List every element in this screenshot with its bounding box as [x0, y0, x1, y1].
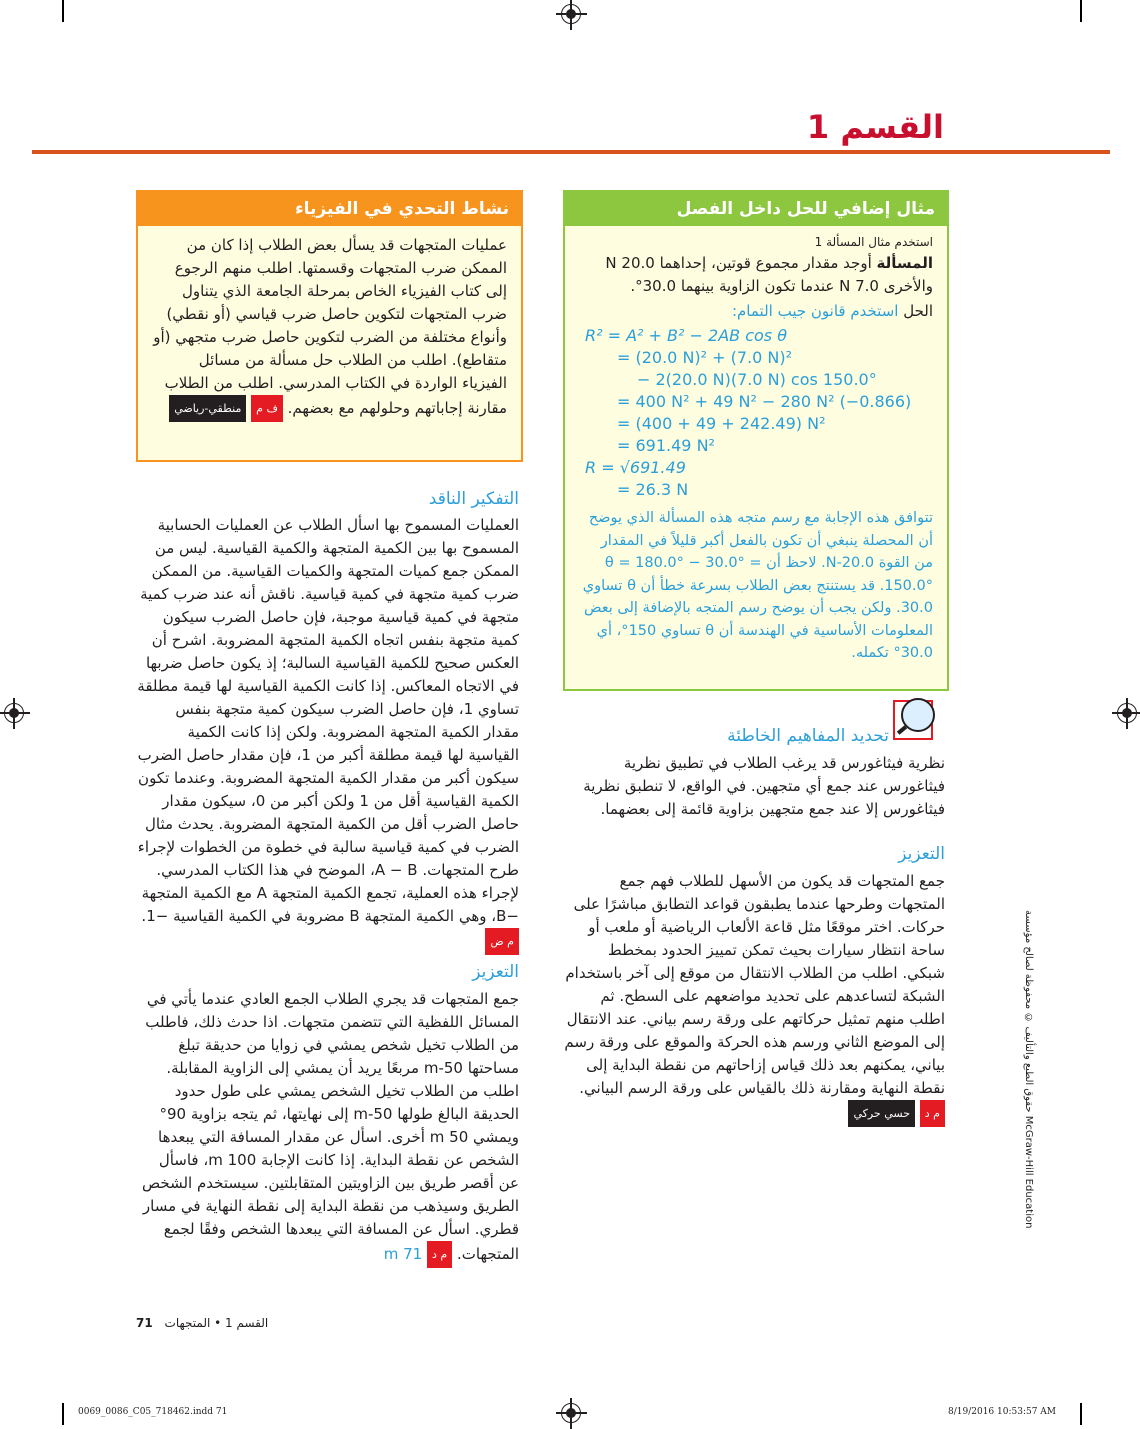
- misconceptions-text: نظرية فيثاغورس قد يرغب الطلاب في تطبيق نظرية فيثاغورس عند جمع أي متجهين. في الواقع، لا تنطبق نظرية فيثاغورس إلا عند جمع متجهين بزاوية قائمة إلى بعضهما.: [583, 754, 945, 818]
- registration-mark-icon: [1117, 703, 1137, 723]
- example-title: مثال إضافي للحل داخل الفصل: [565, 192, 947, 226]
- reinforce-body-left: جمع المتجهات قد يجري الطلاب الجمع العادي عندما يأتي في المسائل اللفظية التي تتضمن متجهات. اذا حدث ذلك، فاطلب من الطلاب تخيل شخص يمشي في زوايا من حديقة تبلغ مساحتها 50-m مربعًا يريد أن يمشي إلى الزاوية المقابلة. اطلب من الطلاب تخيل الشخص يمشي على طول حدود الحديقة البالغ طولها 50-m إلى نهايتها، ثم يتجه بزاوية 90° ويمشي 50 m أخرى. اسأل عن مقدار المسافة التي يبعدها الشخص عن نقطة البداية. إذا كانت الإجابة 100 m، فاسأل عن أقصر طريق بين الزاويتين المتقابلتين. سيستخدم الشخص الطريق وسيذهب من نقطة البداية إلى نقطة النهاية في مسار قطري. اسأل عن المسافة التي يبعدها الشخص وفقًا لجمع المتجهات.: [142, 990, 519, 1263]
- example-box: [563, 190, 949, 691]
- example-problem: [579, 252, 933, 298]
- registration-mark-icon: [561, 4, 581, 24]
- activity-box: [136, 190, 523, 462]
- slug-date: 8/19/2016 10:53:57 AM: [948, 1407, 1057, 1417]
- running-head: القسم 1 • المتجهات: [164, 1316, 269, 1330]
- example-discussion: تتوافق هذه الإجابة مع رسم متجه هذه المسألة الذي يوضح أن المحصلة ينبغي أن تكون بالفعل أكبر قليلاً في المقدار من القوة 20.0-N. لاحظ أن θ = 180.0° − 30.0° = 150.0°. قد يستنتج بعض الطلاب بسرعة خطأ أن θ تساوي 30.0. ولكن يجب أن يوضح رسم المتجه بالإضافة إلى بعض المعلومات الأساسية في الهندسة أن θ تساوي 150°، أي 30.0° تكمله.: [582, 510, 933, 661]
- reinforce-text-left: [136, 988, 519, 1268]
- math-line: = 691.49 N²: [617, 436, 715, 455]
- registration-mark-icon: [561, 1403, 581, 1423]
- slug-file: 0069_0086_C05_718462.indd 71: [78, 1407, 228, 1417]
- header-rule: [32, 150, 1110, 154]
- tag-label: حسي حركي: [848, 1100, 915, 1127]
- reinforce-text-right: [563, 870, 945, 1127]
- activity-title: نشاط التحدي في الفيزياء: [138, 192, 521, 226]
- footer-folio: [136, 1316, 268, 1330]
- critical-text: [136, 514, 519, 955]
- reinforce-heading-right: التعزيز: [898, 844, 945, 864]
- reinforce-body-right: جمع المتجهات قد يكون من الأسهل للطلاب فهم جمع المتجهات وطرحها عندما يطبقون قواعد التطابق مباشرًا على حركات. اختر موقعًا مثل قاعة الألعاب الرياضية أو ملعب أو ساحة انتظار سيارات بحيث تمكن تمييز الحدود بمخطط شبكي. اطلب من الطلاب الانتقال من موقع إلى آخر باستخدام الشبكة لتساعدهم على تحديد مواضعهم على السطح. ثم اطلب منهم تمثيل حركاتهم على ورقة رسم بياني. عند الانتقال إلى الموضع الثاني ورسم هذه الحركة والموقع على ورقة رسم بياني، يمكنهم بعد ذلك قياس إزاحاتهم من نقطة البداية إلى نقطة النهاية ومقارنة ذلك بالقياس على ورقة الرسم البياني.: [564, 872, 945, 1097]
- math-block: [565, 323, 947, 501]
- magnifier-icon: [893, 700, 933, 740]
- tag-label: م ض: [485, 928, 519, 955]
- critical-heading: التفكير الناقد: [428, 489, 519, 509]
- crop-mark: [62, 0, 64, 22]
- copyright-note: حقوق الطبع والتأليف © محفوظة لصالح مؤسسة McGraw-Hill Education: [1023, 910, 1034, 1229]
- tag-label: م د: [920, 1100, 945, 1127]
- math-line: R = √691.49: [585, 458, 686, 477]
- math-line: = 400 N² + 49 N² − 280 N² (−0.866): [617, 392, 912, 411]
- crop-mark: [1080, 0, 1082, 22]
- activity-body: عمليات المتجهات قد يسأل بعض الطلاب إذا كان من الممكن ضرب المتجهات وقسمتها. اطلب منهم الرجوع إلى كتاب الفيزياء الخاص بمرحلة الجامعة الذي يتناول ضرب المتجهات لتكوين حاصل ضرب قياسي (أو نقطي) وأنواع مختلفة من الضرب لتكوين حاصل ضرب متجهي (أو متقاطع). اطلب من الطلاب حل مسألة من مسائل الفيزياء الواردة في الكتاب المدرسي. اطلب من الطلاب مقارنة إجاباتهم وحلولهم مع بعضهم.: [153, 236, 507, 417]
- misconceptions-heading: تحديد المفاهيم الخاطئة: [727, 726, 889, 746]
- math-line: = 26.3 N: [617, 480, 689, 499]
- activity-text: [138, 226, 521, 422]
- tag-label: منطقي-رياضي: [169, 395, 246, 422]
- solution-line: [579, 300, 933, 323]
- registration-mark-icon: [4, 703, 24, 723]
- tag-label: ف م: [251, 395, 283, 422]
- math-line: = (20.0 N)² + (7.0 N)²: [617, 348, 793, 367]
- reinforce-heading-left: التعزيز: [472, 962, 519, 982]
- page-number: 71: [136, 1316, 153, 1330]
- example-usage: استخدم مثال المسألة 1: [814, 235, 933, 249]
- crop-mark: [62, 1403, 64, 1425]
- math-line: R² = A² + B² − 2AB cos θ: [585, 326, 787, 345]
- page-reference: 71 m: [383, 1245, 423, 1263]
- crop-mark: [1080, 1403, 1082, 1425]
- problem-text: أوجد مقدار مجموع قوتين، إحداهما 20.0 N والأخرى 7.0 N عندما تكون الزاوية بينهما 30.0°.: [605, 254, 933, 295]
- chapter-title: القسم 1: [806, 108, 944, 146]
- tag-label: م د: [427, 1241, 452, 1268]
- math-line: − 2(20.0 N)(7.0 N) cos 150.0°: [637, 370, 877, 389]
- problem-label: المسألة: [876, 254, 933, 272]
- solution-label: الحل: [903, 302, 933, 320]
- critical-body: العمليات المسموح بها اسأل الطلاب عن العمليات الحسابية المسموح بها بين الكمية المتجهة والكمية القياسية. ليس من الممكن جمع كميات المتجهة والكميات القياسية. من الممكن ضرب كمية متجهة في كمية قياسية. ناقش أنه عند ضرب كمية متجهة في كمية قياسية موجبة، فإن حاصل الضرب سيكون كمية متجهة بنفس اتجاه الكمية المتجهة المضروبة. اشرح أن العكس صحيح للكمية القياسية السالبة؛ إذ يكون حاصل ضربها في الاتجاه المعاكس. إذا كانت الكمية القياسية لها قيمة مطلقة تساوي 1، فإن حاصل الضرب سيكون كمية متجهة بنفس مقدار الكمية المتجهة المضروبة. ولكن إذا كانت الكمية القياسية لها قيمة مطلقة أكبر من 1، فإن مقدار حاصل الضرب سيكون أكبر من مقدار الكمية المتجهة المضروبة. وعندما تكون الكمية القياسية أقل من 1 ولكن أكبر من 0، سيكون مقدار حاصل الضرب أقل من الكمية المتجهة المضروبة. يحدث مثال الضرب في كمية قياسية سالبة في خطوة من الخطوات لإجراء طرح المتجهات. A − B، الموضح في هذا الكتاب المدرسي. لإجراء هذه العملية، تجمع الكمية المتجهة A مع الكمية المتجهة −B، وهي الكمية المتجهة B مضروبة في الكمية القياسية −1.: [137, 516, 519, 925]
- math-line: = (400 + 49 + 242.49) N²: [617, 414, 826, 433]
- solution-intro: استخدم قانون جيب التمام:: [731, 302, 899, 320]
